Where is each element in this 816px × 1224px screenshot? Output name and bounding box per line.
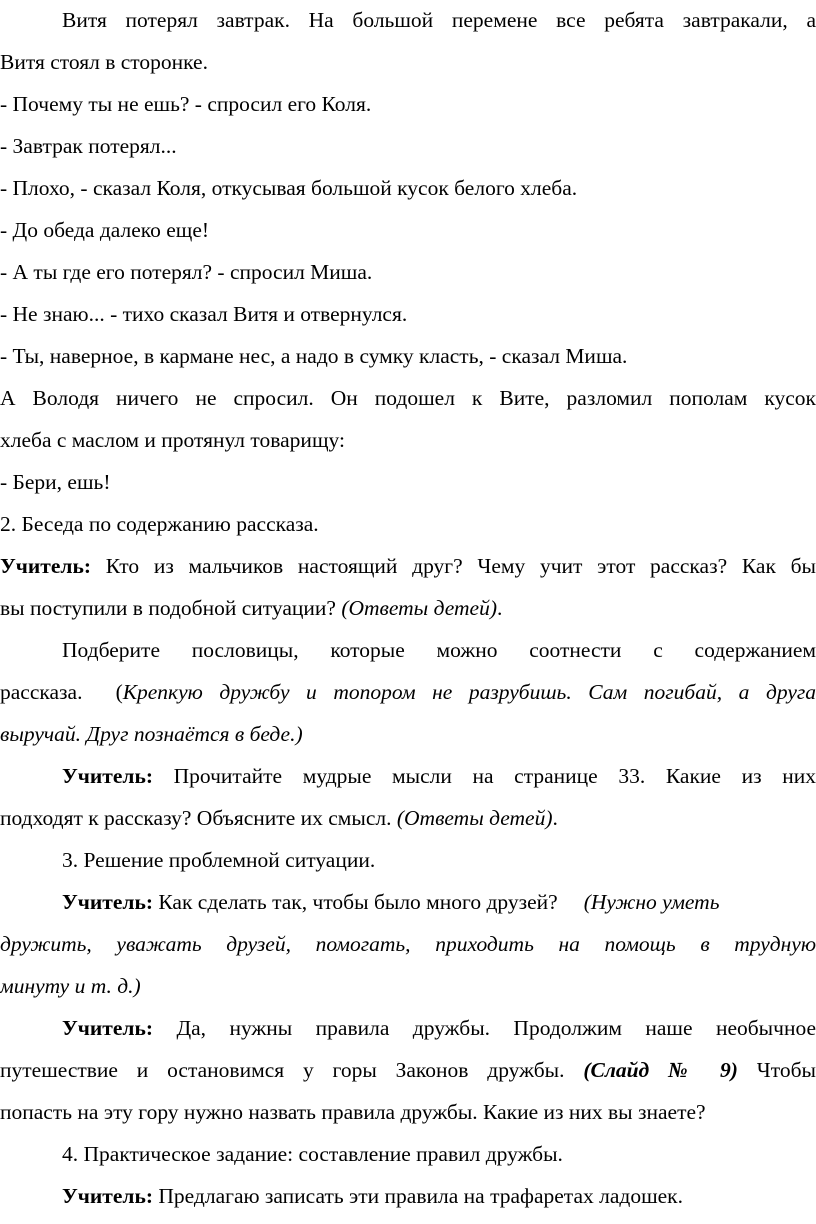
dialogue-line — [0, 342, 816, 370]
text: - Завтрак потерял... — [0, 134, 177, 158]
text: А Володя ничего не спросил. Он подошел к Вите, разломил пополам кусок — [0, 386, 816, 410]
dialogue-line — [0, 300, 816, 328]
text: Витя потерял завтрак. На большой перемене все ребята завтракали, а — [62, 8, 816, 32]
teacher-line — [0, 1182, 816, 1210]
teacher-line — [0, 1098, 816, 1126]
story-line — [0, 426, 816, 454]
answer-text: дружить, уважать друзей, помогать, приходить на помощь в трудную — [0, 932, 816, 956]
text: 3. Решение проблемной ситуации. — [62, 848, 376, 872]
text: рассказа. — [0, 680, 83, 704]
section-heading — [0, 1140, 816, 1168]
teacher-line — [0, 762, 816, 790]
text: Как сделать так, чтобы было много друзей? — [158, 890, 558, 914]
paragraph-line — [0, 636, 816, 664]
dialogue-line — [0, 258, 816, 286]
text: 4. Практическое задание: составление правил дружбы. — [62, 1142, 563, 1166]
text: попасть на эту гору нужно назвать правила дружбы. Какие из них вы знаете? — [0, 1100, 706, 1124]
story-line — [0, 384, 816, 412]
paragraph-line: рассказа. (Крепкую дружбу и топором не разрубишь. Сам погибай, а друга — [0, 680, 816, 704]
dialogue-line — [0, 132, 816, 160]
speaker-label: Учитель: — [62, 890, 153, 914]
teacher-line — [0, 930, 816, 958]
text: Предлагаю записать эти правила на трафаретах ладошек. — [158, 1184, 684, 1208]
text: - До обеда далеко еще! — [0, 218, 210, 242]
dialogue-line — [0, 216, 816, 244]
teacher-line — [0, 594, 816, 622]
text: Прочитайте мудрые мысли на странице 33. Какие из них — [173, 764, 816, 788]
teacher-line — [0, 888, 816, 916]
teacher-line — [0, 804, 816, 832]
answers-note: (Ответы детей) — [396, 806, 553, 830]
text: - Почему ты не ешь? - спросил его Коля. — [0, 92, 372, 116]
text: подходят к рассказу? Объясните их смысл. — [0, 806, 392, 830]
text: вы поступили в подобной ситуации? — [0, 596, 336, 620]
answer-text: минуту и т. д.) — [0, 974, 141, 998]
text: - Бери, ешь! — [0, 470, 111, 494]
text: - Ты, наверное, в кармане нес, а надо в сумку класть, - сказал Миша. — [0, 344, 628, 368]
speaker-label: Учитель: — [62, 1016, 153, 1040]
story-line — [0, 48, 816, 76]
text: хлеба с маслом и протянул товарищу: — [0, 428, 345, 452]
text: Витя стоял в сторонке. — [0, 50, 208, 74]
text: - Плохо, - сказал Коля, откусывая большой кусок белого хлеба. — [0, 176, 578, 200]
text: Кто из мальчиков настоящий друг? Чему учит этот рассказ? Как бы — [105, 554, 816, 578]
paragraph-line — [0, 720, 816, 748]
slide-note: (Слайд № 9) — [583, 1058, 738, 1082]
speaker-label: Учитель: — [62, 764, 153, 788]
text: Чтобы — [756, 1058, 816, 1082]
text: . — [496, 596, 503, 620]
dialogue-line — [0, 468, 816, 496]
text: 2. Беседа по содержанию рассказа. — [0, 512, 319, 536]
answers-note: (Ответы детей) — [341, 596, 497, 620]
answer-text: (Нужно уметь — [583, 890, 720, 914]
text: Да, нужны правила дружбы. Продолжим наше необычное — [176, 1016, 816, 1040]
teacher-line — [0, 1014, 816, 1042]
text: путешествие и остановимся у горы Законов дружбы. — [0, 1058, 565, 1082]
text: Подберите пословицы, которые можно соотнести с содержанием — [62, 638, 816, 662]
teacher-line — [0, 552, 816, 580]
speaker-label: Учитель: — [0, 554, 91, 578]
teacher-line — [0, 1056, 816, 1084]
dialogue-line — [0, 174, 816, 202]
section-heading — [0, 846, 816, 874]
speaker-label: Учитель: — [62, 1184, 153, 1208]
proverb-text: Крепкую дружбу и топором не разрубишь. Сам погибай, а друга — [122, 680, 816, 704]
text: . — [552, 806, 558, 830]
dialogue-line — [0, 90, 816, 118]
section-heading — [0, 510, 816, 538]
text: - Не знаю... - тихо сказал Витя и отвернулся. — [0, 302, 408, 326]
text: - А ты где его потерял? - спросил Миша. — [0, 260, 373, 284]
story-line — [0, 6, 816, 34]
proverb-text: выручай. Друг познаётся в беде.) — [0, 722, 303, 746]
teacher-line — [0, 972, 816, 1000]
